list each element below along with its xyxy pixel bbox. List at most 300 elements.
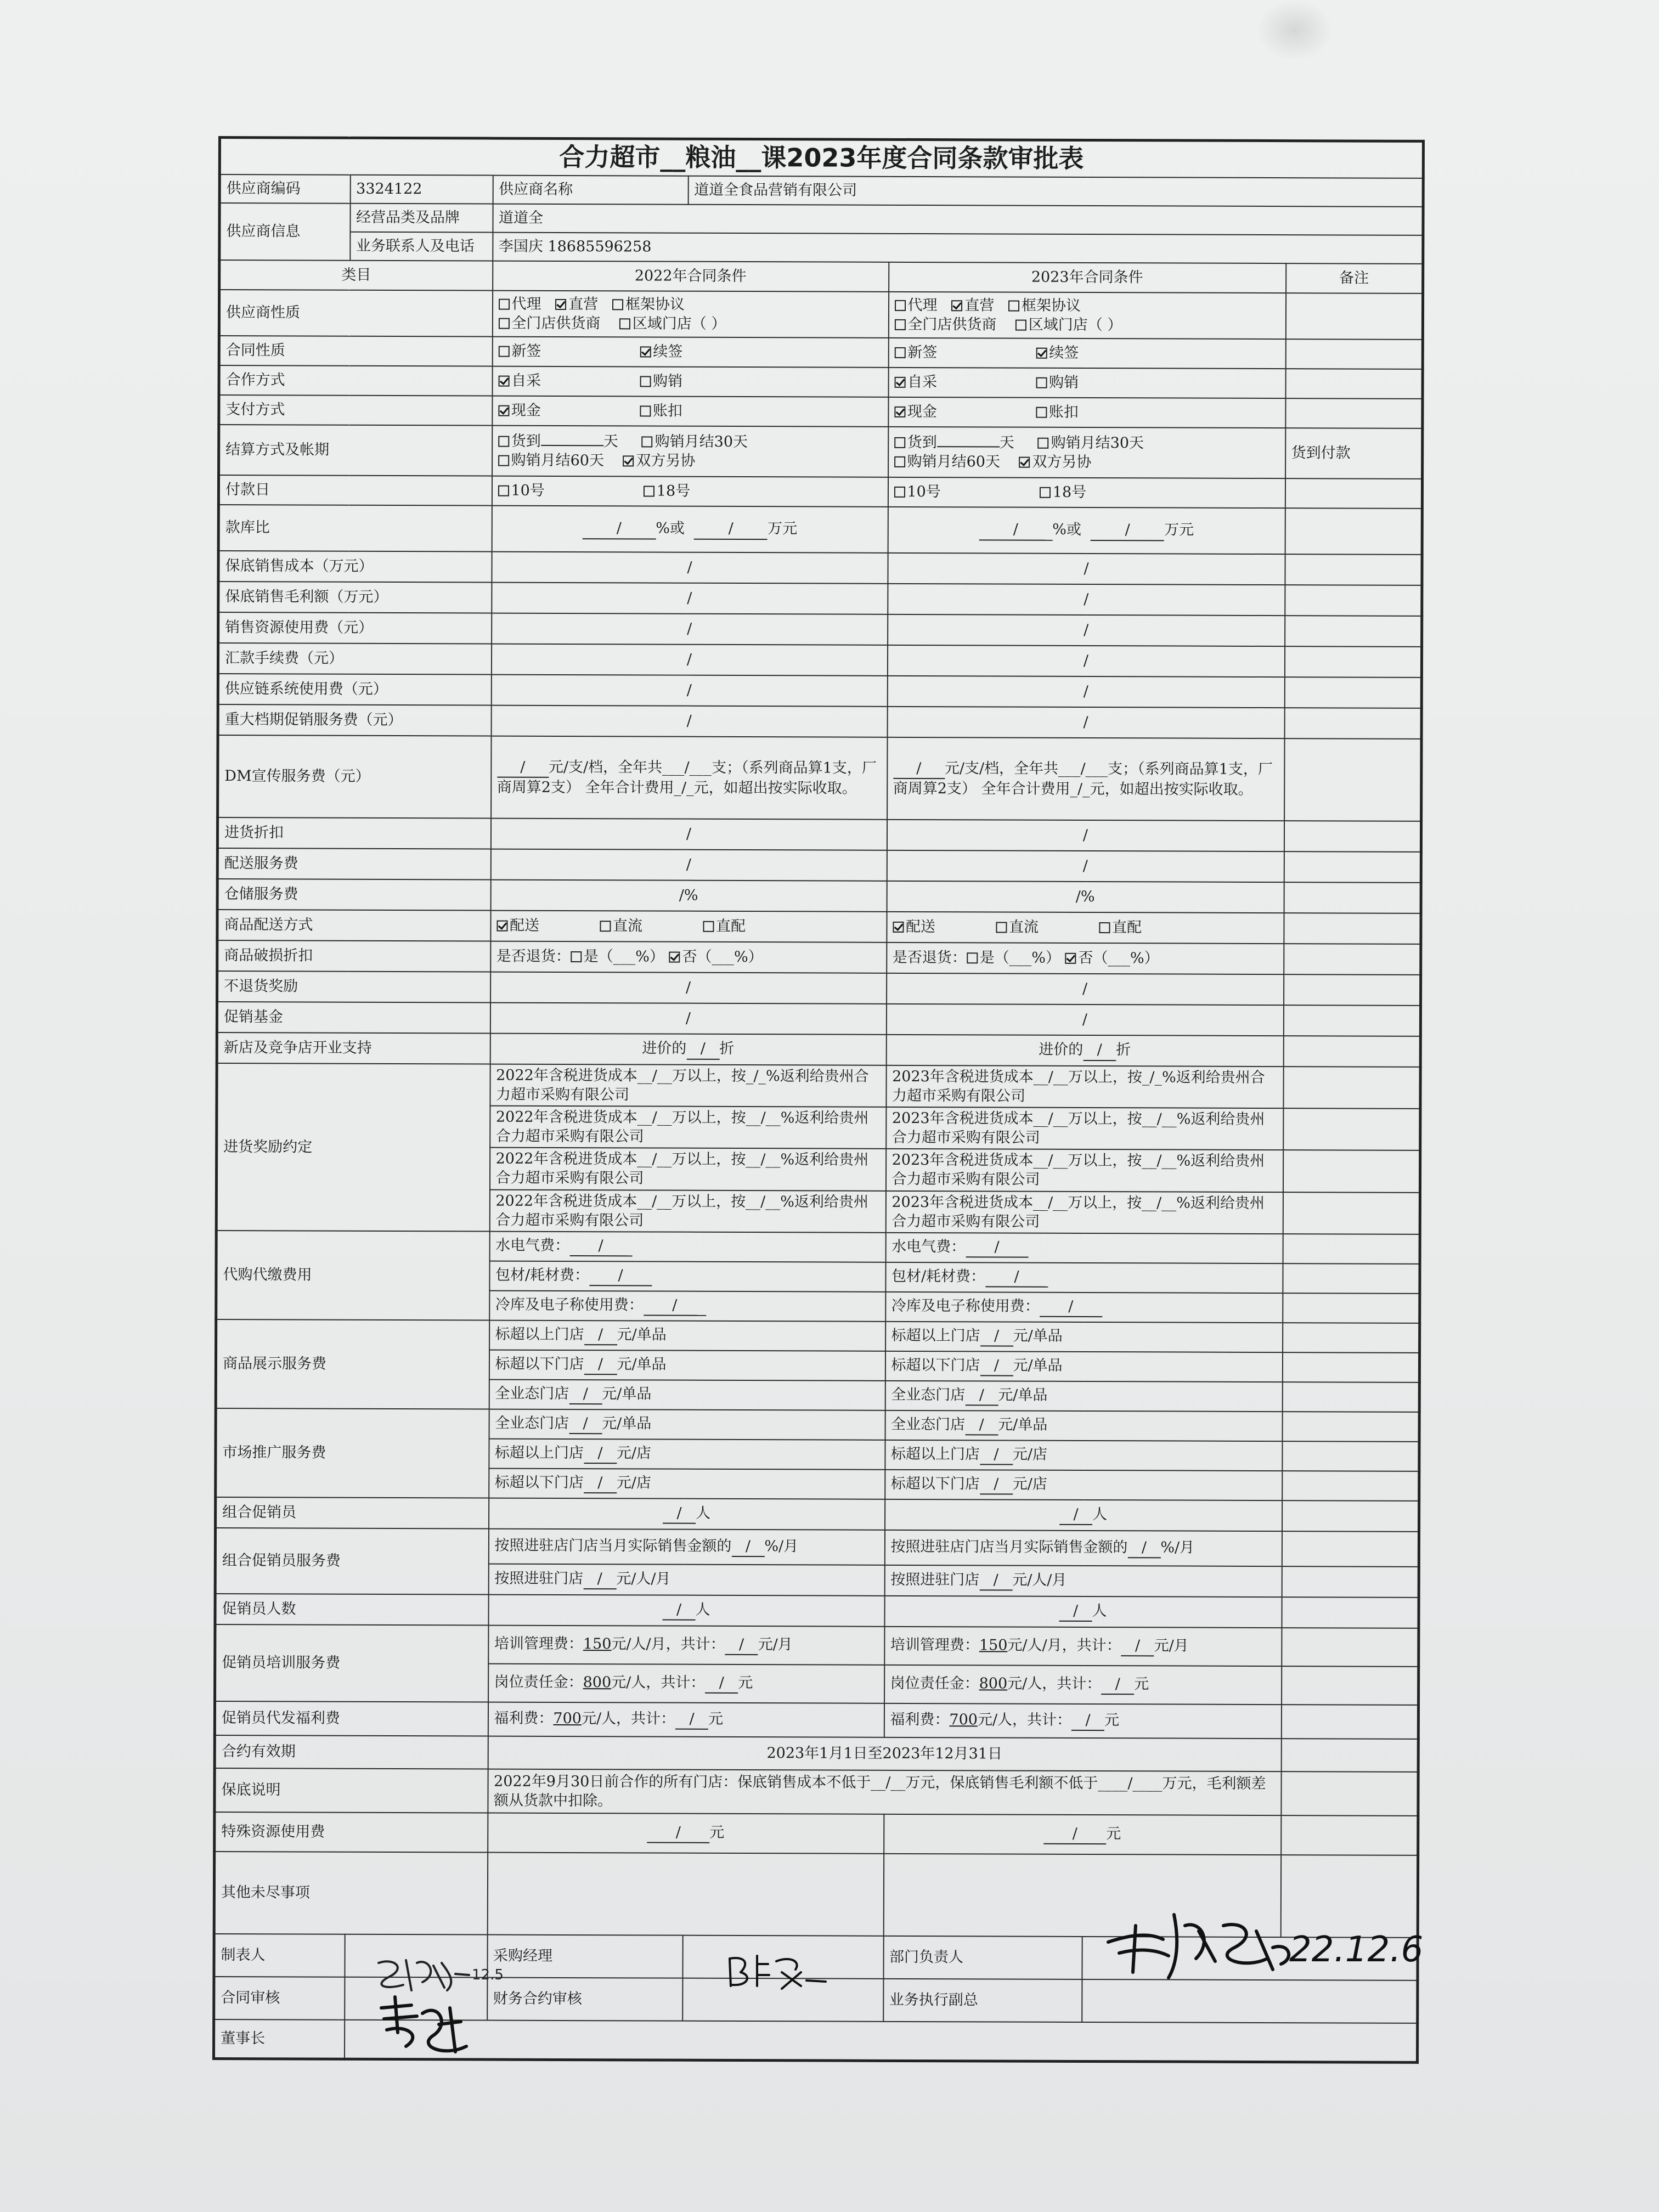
note-cell (1282, 1666, 1419, 1705)
option-framework: 框架协议 (625, 296, 685, 313)
row-label-ratio: 款库比 (218, 505, 492, 552)
signature-buyer (724, 1948, 834, 1997)
damage-2023 (887, 943, 1284, 974)
market-unit-store: 元/店 (1012, 1446, 1048, 1463)
value-2023: / (887, 973, 1284, 1005)
market-unit-store: 元/店 (616, 1444, 652, 1462)
signoff-dept-label: 部门负责人 (883, 1936, 1082, 1979)
market-2023-1 (885, 1410, 1282, 1441)
training-blank: / (1101, 1674, 1134, 1695)
new-store-text: 进价的 (642, 1040, 687, 1058)
option-all-stores: 全门店供货商 (511, 314, 601, 332)
checkbox-all-stores[interactable] (498, 318, 509, 329)
display-unit: 元/单品 (998, 1386, 1048, 1404)
checkbox-new[interactable] (498, 346, 509, 357)
checkbox-regional[interactable] (1015, 320, 1026, 331)
value-2022: / (491, 706, 887, 737)
row-label-guarantee: 保底说明 (215, 1768, 488, 1813)
ratio-text-percent: %或 (1052, 521, 1082, 539)
dm-blank: / (893, 759, 945, 779)
market-all-label: 全业态门店 (891, 1416, 966, 1434)
staff-blank: / (1059, 1505, 1092, 1525)
display-all-label: 全业态门店 (891, 1386, 966, 1404)
training-deposit-label: 岗位责任金： (494, 1673, 583, 1691)
supplier-info-label: 供应商信息 (219, 203, 350, 261)
value-2022: / (492, 552, 888, 584)
training-mgmt-label: 培训管理费： (494, 1635, 583, 1653)
row-label-no-return: 不退货奖励 (217, 971, 490, 1003)
pay-2022 (492, 396, 888, 427)
option-cod: 货到 (511, 432, 541, 450)
value-2023: / (886, 1004, 1283, 1036)
note-cell (1284, 851, 1421, 883)
market-blank: / (569, 1414, 602, 1434)
checkbox-monthly-30[interactable] (1038, 438, 1049, 449)
agency-2023-1 (885, 1233, 1283, 1263)
market-unit-store: 元/店 (616, 1474, 651, 1492)
note-cell (1281, 1815, 1418, 1855)
staff-fee-2022-1 (488, 1528, 884, 1565)
damage-question: 是否退货： (496, 948, 571, 966)
note-cell (1285, 508, 1422, 555)
training-blank: / (1121, 1636, 1154, 1656)
special-blank: / (1043, 1824, 1106, 1844)
other-2022 (487, 1852, 883, 1936)
ratio-text-percent: %或 (656, 520, 685, 538)
market-above-label: 标超以上门店 (890, 1446, 980, 1463)
validity-value: 2023年1月1日至2023年12月31日 (488, 1736, 1281, 1771)
checkbox-other-agreement[interactable] (623, 455, 634, 466)
value-2022: / (490, 819, 887, 850)
training-blank: / (705, 1673, 738, 1694)
row-label-settle: 结算方式及帐期 (219, 425, 492, 476)
staff-fee-blank: / (583, 1569, 616, 1589)
dm-text: 元/支/档，全年共___/___支；（系列商品算1支，厂商周算2支） 全年合计费用_/_元，如超出按实际收取。 (893, 760, 1273, 798)
checkbox-all-stores[interactable] (894, 319, 905, 330)
signoff-buyer-label: 采购经理 (487, 1934, 682, 1978)
option-10th: 10号 (511, 482, 545, 500)
approval-form (212, 136, 1425, 2064)
checkbox-return-yes[interactable] (571, 951, 582, 962)
note-cell (1283, 1066, 1420, 1109)
training-mgmt-text: 元/人/月，共计： (611, 1635, 725, 1654)
payday-2023 (888, 477, 1285, 508)
staff-2022 (489, 1498, 885, 1530)
row-label-promo-fund: 促销基金 (217, 1002, 490, 1034)
option-renew: 续签 (653, 343, 683, 361)
checkbox-self-purchase[interactable] (894, 377, 905, 388)
note-cell (1283, 1150, 1420, 1192)
row-label-storage: 仓储服务费 (217, 879, 490, 911)
agency-2022-1 (489, 1231, 885, 1262)
new-store-2023 (886, 1035, 1283, 1066)
row-label-special: 特殊资源使用费 (215, 1812, 488, 1853)
training-deposit-rate: 800 (583, 1674, 612, 1691)
market-below-label: 标超以下门店 (494, 1474, 584, 1492)
row-label-resource-fee: 销售资源使用费（元） (218, 612, 492, 644)
market-2022-2 (489, 1438, 885, 1469)
training-2023-2 (884, 1665, 1282, 1705)
agency-blank: / (1040, 1297, 1102, 1317)
value-2023: / (887, 676, 1284, 708)
checkbox-purchase-sale[interactable] (1036, 377, 1047, 388)
promoters-blank: / (663, 1600, 696, 1621)
ratio-text-wan: 万元 (768, 520, 798, 538)
market-2022-3 (489, 1468, 885, 1499)
rebate-2022-2: 2022年含税进货成本__/__万以上，按__/__%返利给贵州合力超市采购有限公司 (490, 1106, 886, 1149)
market-2023-3 (885, 1470, 1282, 1500)
row-label-training: 促销员培训服务费 (215, 1624, 488, 1702)
row-label-discount: 进货折扣 (217, 817, 490, 849)
display-above-label: 标超以上门店 (891, 1327, 980, 1345)
note-cell (1283, 1323, 1420, 1353)
display-blank: / (965, 1385, 998, 1406)
checkbox-delivery[interactable] (496, 921, 507, 932)
option-cross-dock: 直流 (612, 917, 643, 935)
note-cell (1285, 293, 1423, 340)
note-cell (1284, 677, 1421, 708)
checkbox-direct-delivery[interactable] (703, 921, 714, 932)
training-deposit-text: 元/人，共计： (611, 1674, 706, 1692)
option-all-stores: 全门店供货商 (907, 315, 997, 334)
row-label-delivery-mode: 商品配送方式 (217, 910, 490, 941)
display-blank: / (584, 1355, 617, 1375)
note-cell (1282, 1566, 1419, 1598)
checkbox-delivery[interactable] (893, 922, 904, 933)
staff-blank: / (663, 1504, 696, 1524)
agency-cold-storage-label: 冷库及电子称使用费： (891, 1297, 1040, 1315)
display-above-label: 标超以上门店 (495, 1325, 584, 1344)
staff-fee-store-label: 按照进驻门店 (890, 1571, 980, 1589)
note-cell (1285, 478, 1422, 509)
display-2022-3 (489, 1379, 885, 1410)
welfare-rate: 700 (553, 1710, 582, 1728)
special-unit: 元 (709, 1824, 725, 1842)
new-store-blank: / (1083, 1040, 1116, 1060)
signoff-review-label: 合同审核 (214, 1977, 345, 2020)
row-label-payday: 付款日 (218, 475, 492, 506)
market-blank: / (980, 1445, 1013, 1465)
staff-fee-unit-person: 元/人/月 (1012, 1571, 1067, 1589)
checkbox-other-agreement[interactable] (1019, 457, 1030, 468)
checkbox-deduct[interactable] (1036, 407, 1047, 418)
signoff-maker-label: 制表人 (214, 1934, 345, 1977)
dept-date: 22.12.6 (1289, 1929, 1424, 1970)
display-below-label: 标超以下门店 (495, 1355, 584, 1373)
option-cross-dock: 直流 (1008, 918, 1039, 936)
agency-blank: / (589, 1266, 652, 1286)
agency-2023-3 (885, 1292, 1283, 1323)
signoff-finance-label: 财务合约审核 (487, 1977, 682, 2021)
note-cell (1282, 1500, 1419, 1532)
special-2023 (884, 1814, 1281, 1855)
checkbox-cod[interactable] (498, 436, 509, 447)
welfare-unit: 元 (1104, 1712, 1120, 1729)
checkbox-18th[interactable] (1040, 487, 1051, 498)
checkbox-monthly-60[interactable] (894, 456, 905, 467)
note-cell (1282, 1441, 1419, 1471)
paper-stain (1256, 0, 1333, 60)
agency-material-label: 包材/耗材费： (891, 1268, 986, 1285)
agency-blank: / (569, 1236, 632, 1256)
training-mgmt-rate: 150 (583, 1635, 612, 1653)
note-cell (1283, 1036, 1420, 1067)
staff-fee-2022-2 (488, 1564, 884, 1595)
note-cell (1284, 738, 1422, 821)
value-2022: / (492, 583, 888, 614)
option-regional: 区域门店（ ） (1028, 316, 1122, 334)
value-2023: / (887, 850, 1284, 882)
option-purchase-sale: 购销 (1049, 374, 1079, 392)
note-cell (1283, 1293, 1420, 1323)
checkbox-direct-delivery[interactable] (1099, 923, 1110, 934)
checkbox-renew[interactable] (640, 347, 651, 358)
checkbox-cod[interactable] (894, 437, 905, 448)
checkbox-purchase-sale[interactable] (640, 376, 651, 387)
note-cell (1283, 1192, 1420, 1234)
training-blank: / (725, 1635, 758, 1655)
row-label-rebate: 进货奖励约定 (216, 1063, 490, 1231)
signoff-chair-label: 董事长 (213, 2019, 344, 2059)
market-unit-item: 元/单品 (998, 1416, 1048, 1434)
option-cash: 现金 (907, 403, 937, 421)
checkbox-10th[interactable] (894, 487, 905, 498)
note-cell (1285, 339, 1423, 369)
training-mgmt-rate: 150 (979, 1637, 1008, 1654)
welfare-label: 福利费： (494, 1709, 554, 1728)
new-store-2022 (490, 1034, 886, 1065)
market-unit-store: 元/店 (1012, 1475, 1047, 1493)
value-2022: / (490, 1003, 886, 1035)
display-2023-1 (885, 1322, 1283, 1352)
rebate-2023-4: 2023年含税进货成本__/__万以上，按__/__%返利给贵州合力超市采购有限公司 (885, 1190, 1283, 1233)
staff-fee-2023-2 (884, 1565, 1282, 1597)
checkbox-framework[interactable] (1008, 300, 1019, 311)
training-mgmt-unit: 元/月 (758, 1636, 793, 1654)
option-return-no: 否（___%） (1078, 950, 1159, 967)
row-label-other: 其他未尽事项 (214, 1852, 487, 1935)
row-label-min-sales-cost: 保底销售成本（万元） (218, 551, 492, 583)
dm-2023 (887, 737, 1284, 821)
option-regional: 区域门店（ ） (632, 315, 726, 332)
market-unit-item: 元/单品 (602, 1415, 652, 1432)
note-cell (1285, 398, 1423, 428)
ratio-text-wan: 万元 (1164, 521, 1194, 539)
welfare-unit: 元 (708, 1711, 724, 1728)
agency-blank: / (985, 1267, 1048, 1288)
display-below-label: 标超以下门店 (891, 1357, 980, 1374)
market-below-label: 标超以下门店 (890, 1475, 980, 1493)
option-purchase-sale: 购销 (653, 373, 683, 391)
checkbox-agent[interactable] (895, 300, 906, 311)
value-2023: / (887, 645, 1284, 677)
note-cell (1282, 1531, 1419, 1567)
promoters-unit: 人 (1092, 1602, 1107, 1620)
note-cell (1285, 616, 1422, 647)
signoff-vp-label: 业务执行副总 (883, 1979, 1082, 2022)
rebate-2023-2: 2023年含税进货成本__/__万以上，按__/__%返利给贵州合力超市采购有限公司 (886, 1107, 1283, 1150)
checkbox-framework[interactable] (612, 299, 623, 310)
option-framework: 框架协议 (1021, 297, 1081, 314)
maker-date: 12.5 (472, 1967, 504, 1983)
promoters-2023 (884, 1596, 1282, 1628)
market-above-label: 标超以上门店 (494, 1444, 584, 1462)
value-2023: /% (887, 881, 1284, 913)
option-direct: 直营 (964, 297, 995, 314)
row-label-agency: 代购代缴费用 (216, 1231, 490, 1321)
training-deposit-unit: 元 (1134, 1675, 1149, 1693)
checkbox-direct[interactable] (555, 299, 566, 310)
coop-2022 (492, 366, 888, 397)
staff-fee-unit-person: 元/人/月 (616, 1570, 671, 1588)
dm-2022 (491, 736, 887, 820)
agency-material-label: 包材/耗材费： (495, 1266, 590, 1284)
option-monthly-60: 购销月结60天 (907, 453, 1001, 471)
checkbox-return-no[interactable] (1065, 953, 1076, 964)
promoters-blank: / (1059, 1601, 1092, 1622)
market-all-label: 全业态门店 (495, 1414, 569, 1432)
option-agent: 代理 (907, 296, 938, 314)
training-2023-1 (884, 1627, 1282, 1666)
display-2022-2 (489, 1350, 885, 1380)
welfare-2023 (884, 1703, 1281, 1739)
option-delivery: 配送 (905, 918, 936, 936)
checkbox-cross-dock[interactable] (996, 922, 1007, 933)
market-blank: / (584, 1443, 617, 1464)
training-deposit-text: 元/人，共计： (1007, 1675, 1102, 1693)
option-agent: 代理 (511, 295, 541, 313)
rebate-2023-1: 2023年含税进货成本__/__万以上，按_/_%返利给贵州合力超市采购有限公司 (886, 1065, 1283, 1108)
checkbox-monthly-60[interactable] (498, 455, 509, 466)
signature-review (373, 1991, 483, 2068)
staff-fee-blank: / (979, 1571, 1012, 1591)
dm-blank: / (497, 758, 549, 778)
row-label-new-store: 新店及竞争店开业支持 (217, 1032, 490, 1064)
checkbox-direct[interactable] (951, 300, 962, 311)
row-label-coop: 合作方式 (219, 365, 492, 396)
agency-blank: / (966, 1237, 1028, 1257)
contract-2023 (888, 338, 1285, 369)
value-2023: / (888, 584, 1285, 616)
welfare-label: 福利费： (890, 1711, 950, 1729)
row-label-validity: 合约有效期 (215, 1735, 488, 1769)
option-direct-delivery: 直配 (1111, 919, 1142, 936)
checkbox-cash[interactable] (894, 407, 905, 417)
checkbox-regional[interactable] (619, 318, 630, 329)
note-cell (1281, 1771, 1418, 1816)
promoters-unit: 人 (695, 1601, 710, 1619)
approval-table (212, 136, 1425, 2064)
market-blank: / (584, 1473, 617, 1493)
value-2022: / (491, 644, 887, 676)
row-label-nature: 供应商性质 (219, 290, 492, 337)
value-2023: / (888, 553, 1285, 585)
staff-fee-store-label: 按照进驻门店 (494, 1570, 584, 1588)
checkbox-cash[interactable] (498, 405, 509, 416)
checkbox-monthly-30[interactable] (642, 436, 653, 447)
display-unit: 元/单品 (617, 1356, 667, 1373)
note-cell (1283, 1005, 1420, 1036)
option-monthly-30: 购销月结30天 (1051, 434, 1144, 452)
checkbox-cross-dock[interactable] (600, 921, 611, 932)
contract-2022 (492, 337, 888, 368)
rebate-2022-3: 2022年含税进货成本__/__万以上，按__/__%返利给贵州合力超市采购有限公司 (489, 1148, 885, 1190)
note-cell (1284, 882, 1421, 913)
checkbox-return-no[interactable] (669, 952, 680, 963)
promoters-2022 (488, 1594, 884, 1626)
row-label-supply-chain-fee: 供应链系统使用费（元） (218, 674, 491, 706)
value-2022: /% (490, 880, 887, 912)
option-cod: 货到 (907, 433, 937, 452)
staff-unit: 人 (1092, 1506, 1108, 1523)
row-label-contract: 合同性质 (219, 336, 492, 366)
ratio-2022: / %或 / 万元 (492, 506, 888, 553)
checkbox-new[interactable] (894, 347, 905, 358)
row-label-min-gross-profit: 保底销售毛利额（万元） (218, 582, 492, 613)
settle-2022 (492, 426, 888, 477)
display-blank: / (584, 1325, 617, 1345)
new-store-text: 进价的 (1039, 1041, 1084, 1059)
option-monthly-60: 购销月结60天 (511, 452, 605, 470)
checkbox-renew[interactable] (1036, 348, 1047, 359)
display-unit: 元/单品 (602, 1385, 652, 1403)
note-settle: 货到付款 (1285, 428, 1423, 479)
row-label-market: 市场推广服务费 (216, 1408, 489, 1498)
note-cell (1281, 1705, 1418, 1739)
option-self-purchase: 自采 (511, 373, 541, 390)
staff-fee-blank: / (731, 1537, 764, 1557)
staff-fee-unit-percent: %/月 (764, 1538, 799, 1555)
display-unit: 元/单品 (1013, 1327, 1063, 1345)
option-deduct: 账扣 (652, 402, 682, 420)
agency-2022-3 (489, 1290, 885, 1321)
value-2023: / (888, 614, 1285, 646)
form-title: 合力超市__粮油__课2023年度合同条款审批表 (219, 138, 1423, 178)
checkbox-10th[interactable] (498, 486, 509, 496)
display-blank: / (980, 1356, 1013, 1376)
category-value: 道道全 (493, 204, 1423, 235)
note-cell (1282, 1597, 1419, 1628)
damage-2022 (490, 941, 887, 973)
delivery-mode-2023 (887, 912, 1284, 944)
signature-dept-head (1103, 1909, 1432, 1986)
staff-unit: 人 (696, 1504, 711, 1522)
display-unit: 元/单品 (617, 1326, 667, 1344)
note-cell (1283, 1263, 1420, 1294)
row-label-pay: 支付方式 (219, 395, 492, 426)
welfare-rate: 700 (949, 1711, 978, 1729)
staff-fee-sales-label: 按照进驻店门店当月实际销售金额的 (494, 1537, 732, 1555)
welfare-text: 元/人，共计： (977, 1711, 1072, 1729)
checkbox-deduct[interactable] (640, 406, 651, 417)
checkbox-self-purchase[interactable] (498, 376, 509, 387)
checkbox-agent[interactable] (499, 299, 510, 310)
option-other-agreement: 双方另协 (1032, 453, 1092, 471)
note-cell (1284, 974, 1421, 1006)
guarantee-value: 2022年9月30日前合作的所有门店：保底销售成本不低于__/__万元，保底销售毛利额不低于____/____万元，毛利额差额从货款中扣除。 (488, 1769, 1281, 1815)
agency-2022-2 (489, 1261, 885, 1291)
staff-fee-unit-percent: %/月 (1160, 1539, 1195, 1556)
value-2022: / (492, 613, 888, 645)
checkbox-return-yes[interactable] (967, 953, 978, 964)
special-blank: / (647, 1823, 709, 1843)
row-label-promo-fee: 重大档期促销服务费（元） (218, 704, 491, 736)
option-18th: 18号 (1052, 484, 1087, 501)
checkbox-18th[interactable] (644, 486, 654, 497)
training-mgmt-unit: 元/月 (1154, 1637, 1189, 1655)
row-label-delivery-fee: 配送服务费 (217, 848, 490, 880)
market-blank: / (980, 1475, 1013, 1495)
